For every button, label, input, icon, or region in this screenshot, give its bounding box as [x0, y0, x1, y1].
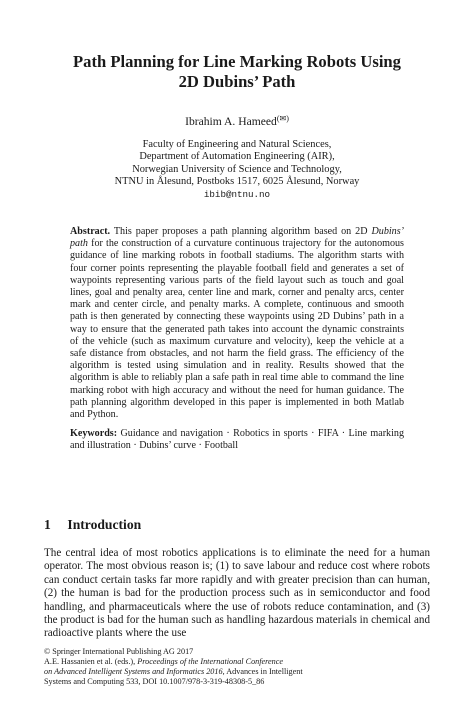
paper-title [40, 52, 434, 92]
abstract [70, 226, 404, 421]
author-name: Ibrahim A. Hameed [185, 115, 277, 128]
author [60, 111, 414, 129]
author-email[interactable]: ibib@ntnu.no [203, 188, 271, 200]
affiliation [60, 139, 414, 201]
section-title: Introduction [67, 517, 142, 532]
footer-line-2-b: Proceedings of the International Conference [137, 657, 284, 666]
abstract-text-c: for the construction of a curvature continuous trajectory for the autonomous guidance of line marking robots in football stadiums. The algorithm starts with four corner points representing the playable football field and generates a set of waypoints representing various parts of the field layout such as touch and goal lines, goal and penalty area, center line and mark, corner and penalty arcs, center mark and center circle, and penalty marks. A complete, continuous and smooth path is then generated by connecting these waypoints using 2D Dubins’ path in a way to ensure that the generated path takes into account the dynamic constraints of the vehicle (such as maximum curvature and velocity), keep the vehicle at a safe distance from obstacles, and not harm the field grass. The efficiency of the algorithm is tested using simulation and in reality. Results showed that the algorithm is able to reliably plan a safe path in real time able to command the line marking robot with high accuracy and without the need for human guidance. The path planning algorithm developed in this paper is implemented in both Matlab and Python. [70, 238, 404, 421]
keywords-text: Guidance and navigation · Robotics in sports · FIFA · Line marking and illustration · Dubins’ curve · Football [70, 428, 404, 452]
affiliation-line-1: Faculty of Engineering and Natural Sciences, [142, 139, 332, 150]
footer [44, 647, 430, 687]
abstract-text-italic: Dubins’ path [70, 226, 405, 250]
affiliation-line-2: Department of Automation Engineering (AIR), [139, 151, 335, 163]
footer-line-2 [44, 657, 430, 667]
footer-line-1: © Springer International Publishing AG 2017 [44, 647, 194, 656]
abstract-label: Abstract. [70, 226, 111, 237]
footer-line-3-a: on Advanced Intelligent Systems and Informatics 2016 [44, 667, 223, 676]
footer-line-3-b: , Advances in Intelligent [222, 667, 303, 676]
footer-line-2-a: A.E. Hassanien et al. (eds.), [44, 657, 136, 666]
abstract-text-a: This paper proposes a path planning algorithm based on 2D [113, 226, 368, 237]
title-line-2: 2D Dubins’ Path [178, 72, 296, 91]
footer-line-4: Systems and Computing 533, DOI 10.1007/978-3-319-48308-5_86 [44, 677, 265, 686]
keywords [70, 428, 404, 452]
section-heading [44, 516, 430, 534]
footer-line-3 [44, 667, 430, 677]
body-paragraph: The central idea of most robotics applications is to eliminate the need for a human operator. The most obvious reason is; (1) to save labour and reduce cost where robots can conduct certain tasks far more rapidly and with greater precision than can human, (2) the human is bad for the production process such as in semiconductor and food handling, and pharmaceuticals where the use of robots reduce contamination, and (3) the product is bad for the human such as handling hazardous materials in chemical and radioactive plants where the use [44, 547, 430, 640]
title-line-1: Path Planning for Line Marking Robots Using [73, 52, 401, 71]
envelope-icon: (✉) [276, 114, 289, 123]
affiliation-line-3: Norwegian University of Science and Technology, [132, 163, 342, 175]
keywords-label: Keywords: [70, 428, 118, 439]
affiliation-line-4: NTNU in Ålesund, Postboks 1517, 6025 Ålesund, Norway [114, 176, 360, 188]
body-text [44, 547, 430, 641]
section-number: 1 [44, 517, 51, 532]
